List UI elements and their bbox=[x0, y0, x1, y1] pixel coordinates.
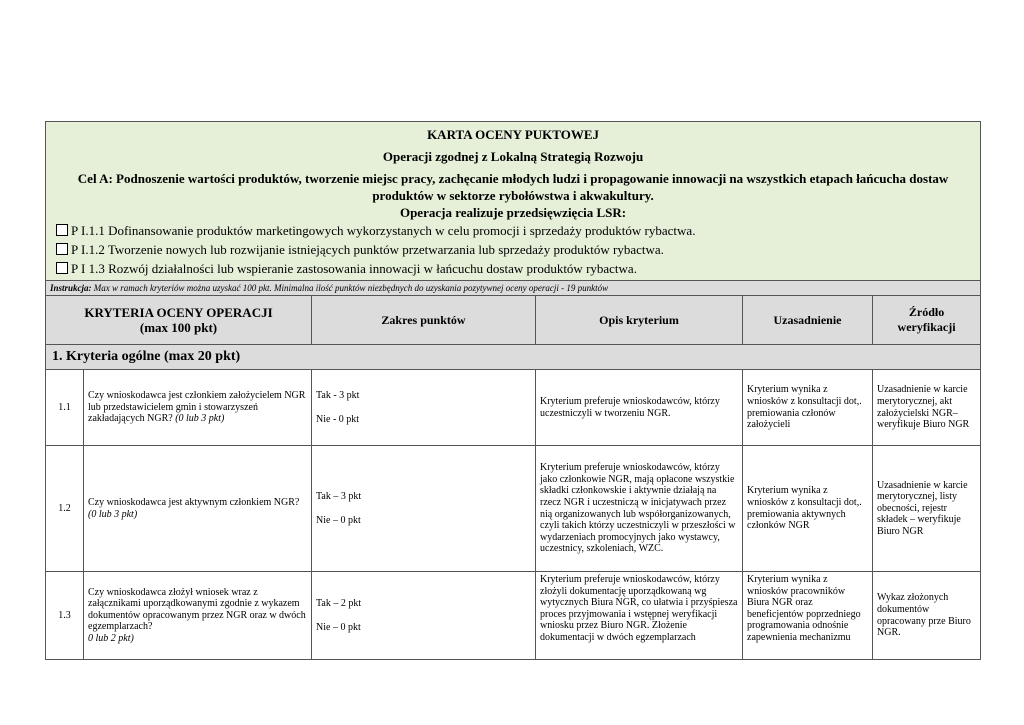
col-source bbox=[873, 296, 981, 345]
instruction bbox=[46, 281, 981, 296]
col-source-line2: weryfikacji bbox=[897, 320, 956, 334]
points-note: (0 lub 3 pkt) bbox=[175, 413, 225, 425]
measure-label: P I 1.3 Rozwój działalności lub wspieranie zastosowania innowacji w łańcuchu dostaw produktów rybactwa. bbox=[71, 261, 637, 276]
evaluation-table bbox=[45, 121, 981, 660]
row-justification: Kryterium wynika z wniosków z konsultacji dot,. premiowania członów założycieli bbox=[743, 370, 873, 446]
points-no: Nie - 0 pkt bbox=[316, 413, 360, 425]
section-title: 1. Kryteria ogólne (max 20 pkt) bbox=[46, 345, 981, 370]
measure-item[interactable] bbox=[56, 259, 972, 278]
measure-label: P I.1.2 Tworzenie nowych lub rozwijanie istniejących punktów przetwarzania lub sprzedaży produktów rybactwa. bbox=[71, 242, 664, 257]
instruction-row bbox=[46, 281, 981, 296]
section-row bbox=[46, 345, 981, 370]
table-row bbox=[46, 572, 981, 660]
instruction-text: Max w ramach kryteriów można uzyskać 100 pkt. Minimalna ilość punktów niezbędnych do uzyskania pozytywnej oceny operacji - 19 punktów bbox=[91, 283, 609, 293]
checkbox-icon[interactable] bbox=[56, 243, 68, 255]
measures-list bbox=[54, 221, 972, 278]
table-row bbox=[46, 446, 981, 572]
goal-line-1: Cel A: Podnoszenie wartości produktów, tworzenie miejsc pracy, zachęcanie młodych ludzi i propagowanie innowacji na wszystkich etapach łańcucha dostaw bbox=[77, 171, 949, 186]
row-question bbox=[84, 370, 312, 446]
points-no: Nie – 0 pkt bbox=[316, 621, 361, 633]
goal-line-2: produktów w sektorze rybołówstwa i akwakultury. bbox=[372, 188, 654, 203]
row-points bbox=[312, 572, 536, 660]
row-points bbox=[312, 446, 536, 572]
row-points bbox=[312, 370, 536, 446]
card-header bbox=[46, 122, 981, 281]
question-text: Czy wnioskodawca jest aktywnym członkiem NGR? bbox=[88, 496, 300, 508]
row-description: Kryterium preferuje wnioskodawców, którzy uczestniczyli w tworzeniu NGR. bbox=[536, 370, 743, 446]
table-row bbox=[46, 370, 981, 446]
row-number: 1.1 bbox=[46, 370, 84, 446]
col-range: Zakres punktów bbox=[312, 296, 536, 345]
points-no: Nie – 0 pkt bbox=[316, 514, 361, 526]
points-note: (0 lub 3 pkt) bbox=[88, 508, 138, 520]
card-title: KARTA OCENY PUKTOWEJ bbox=[427, 127, 599, 142]
measure-item[interactable] bbox=[56, 221, 972, 240]
row-justification: Kryterium wynika z wniosków z konsultacji dot,. premiowania aktywnych członków NGR bbox=[743, 446, 873, 572]
measure-item[interactable] bbox=[56, 240, 972, 259]
row-number: 1.2 bbox=[46, 446, 84, 572]
row-source: Wykaz złożonych dokumentów opracowany prze Biuro NGR. bbox=[873, 572, 981, 660]
row-question bbox=[84, 572, 312, 660]
instruction-label: Instrukcja: bbox=[50, 283, 92, 293]
row-description: Kryterium preferuje wnioskodawców, którzy jako członkowie NGR, mają opłacone wszystkie składki członkowskie i aktywnie działają na rzecz NGR i uczestniczą w inicjatywach przez nią organizowanych lub współorganizowanych, czyli takich którzy uczestniczyli w przeszłości w wydarzeniach promocyjnych jako wystawcy, uczestnicy, szkoleniach, WZC. bbox=[536, 446, 743, 572]
col-criteria-line1: KRYTERIA OCENY OPERACJI bbox=[84, 305, 273, 320]
points-yes: Tak - 3 pkt bbox=[316, 389, 360, 401]
row-justification: Kryterium wynika z wniosków pracowników Biura NGR oraz beneficjentów poprzedniego programowania odnośnie zapewnienia mechanizmu bbox=[743, 572, 873, 660]
col-source-line1: Źródło bbox=[908, 305, 945, 319]
card-header-row bbox=[46, 122, 981, 281]
card-subtitle: Operacji zgodnej z Lokalną Strategią Rozwoju bbox=[382, 149, 644, 164]
checkbox-icon[interactable] bbox=[56, 224, 68, 236]
question-text: Czy wnioskodawca złożył wniosek wraz z załącznikami uporządkowanymi zgodnie z wykazem dokumentów opracowanym przez NGR oraz w dwóch egzemplarzach? bbox=[88, 586, 306, 633]
points-yes: Tak – 3 pkt bbox=[316, 490, 362, 502]
row-number: 1.3 bbox=[46, 572, 84, 660]
row-source: Uzasadnienie w karcie merytorycznej, akt założycielski NGR–weryfikuje Biuro NGR bbox=[873, 370, 981, 446]
realizes-label: Operacja realizuje przedsięwzięcia LSR: bbox=[399, 205, 627, 220]
column-header-row bbox=[46, 296, 981, 345]
row-description: Kryterium preferuje wnioskodawców, którzy złożyli dokumentację uporządkowaną wg wytycznych Biura NGR, co ułatwia i przyśpiesza proces przyjmowania i wstępnej weryfikacji wniosku przez Biuro NGR. Złożenie dokumentacji w dwóch egzemplarzach bbox=[536, 572, 743, 660]
checkbox-icon[interactable] bbox=[56, 262, 68, 274]
evaluation-card bbox=[45, 121, 980, 660]
row-source: Uzasadnienie w karcie merytorycznej, listy obecności, rejestr składek – weryfikuje Biuro NGR bbox=[873, 446, 981, 572]
measure-label: P I.1.1 Dofinansowanie produktów marketingowych wykorzystanych w celu promocji i sprzedaży produktów rybactwa. bbox=[71, 223, 696, 238]
row-question bbox=[84, 446, 312, 572]
col-criteria-line2: (max 100 pkt) bbox=[139, 320, 218, 335]
col-criteria bbox=[46, 296, 312, 345]
points-note: 0 lub 2 pkt) bbox=[88, 632, 134, 644]
question-text: Czy wnioskodawca jest członkiem założycielem NGR lub przedstawicielem gmin i stowarzyszeń zakładających NGR? bbox=[88, 390, 306, 425]
col-description: Opis kryterium bbox=[536, 296, 743, 345]
points-yes: Tak – 2 pkt bbox=[316, 597, 362, 609]
col-justification: Uzasadnienie bbox=[743, 296, 873, 345]
